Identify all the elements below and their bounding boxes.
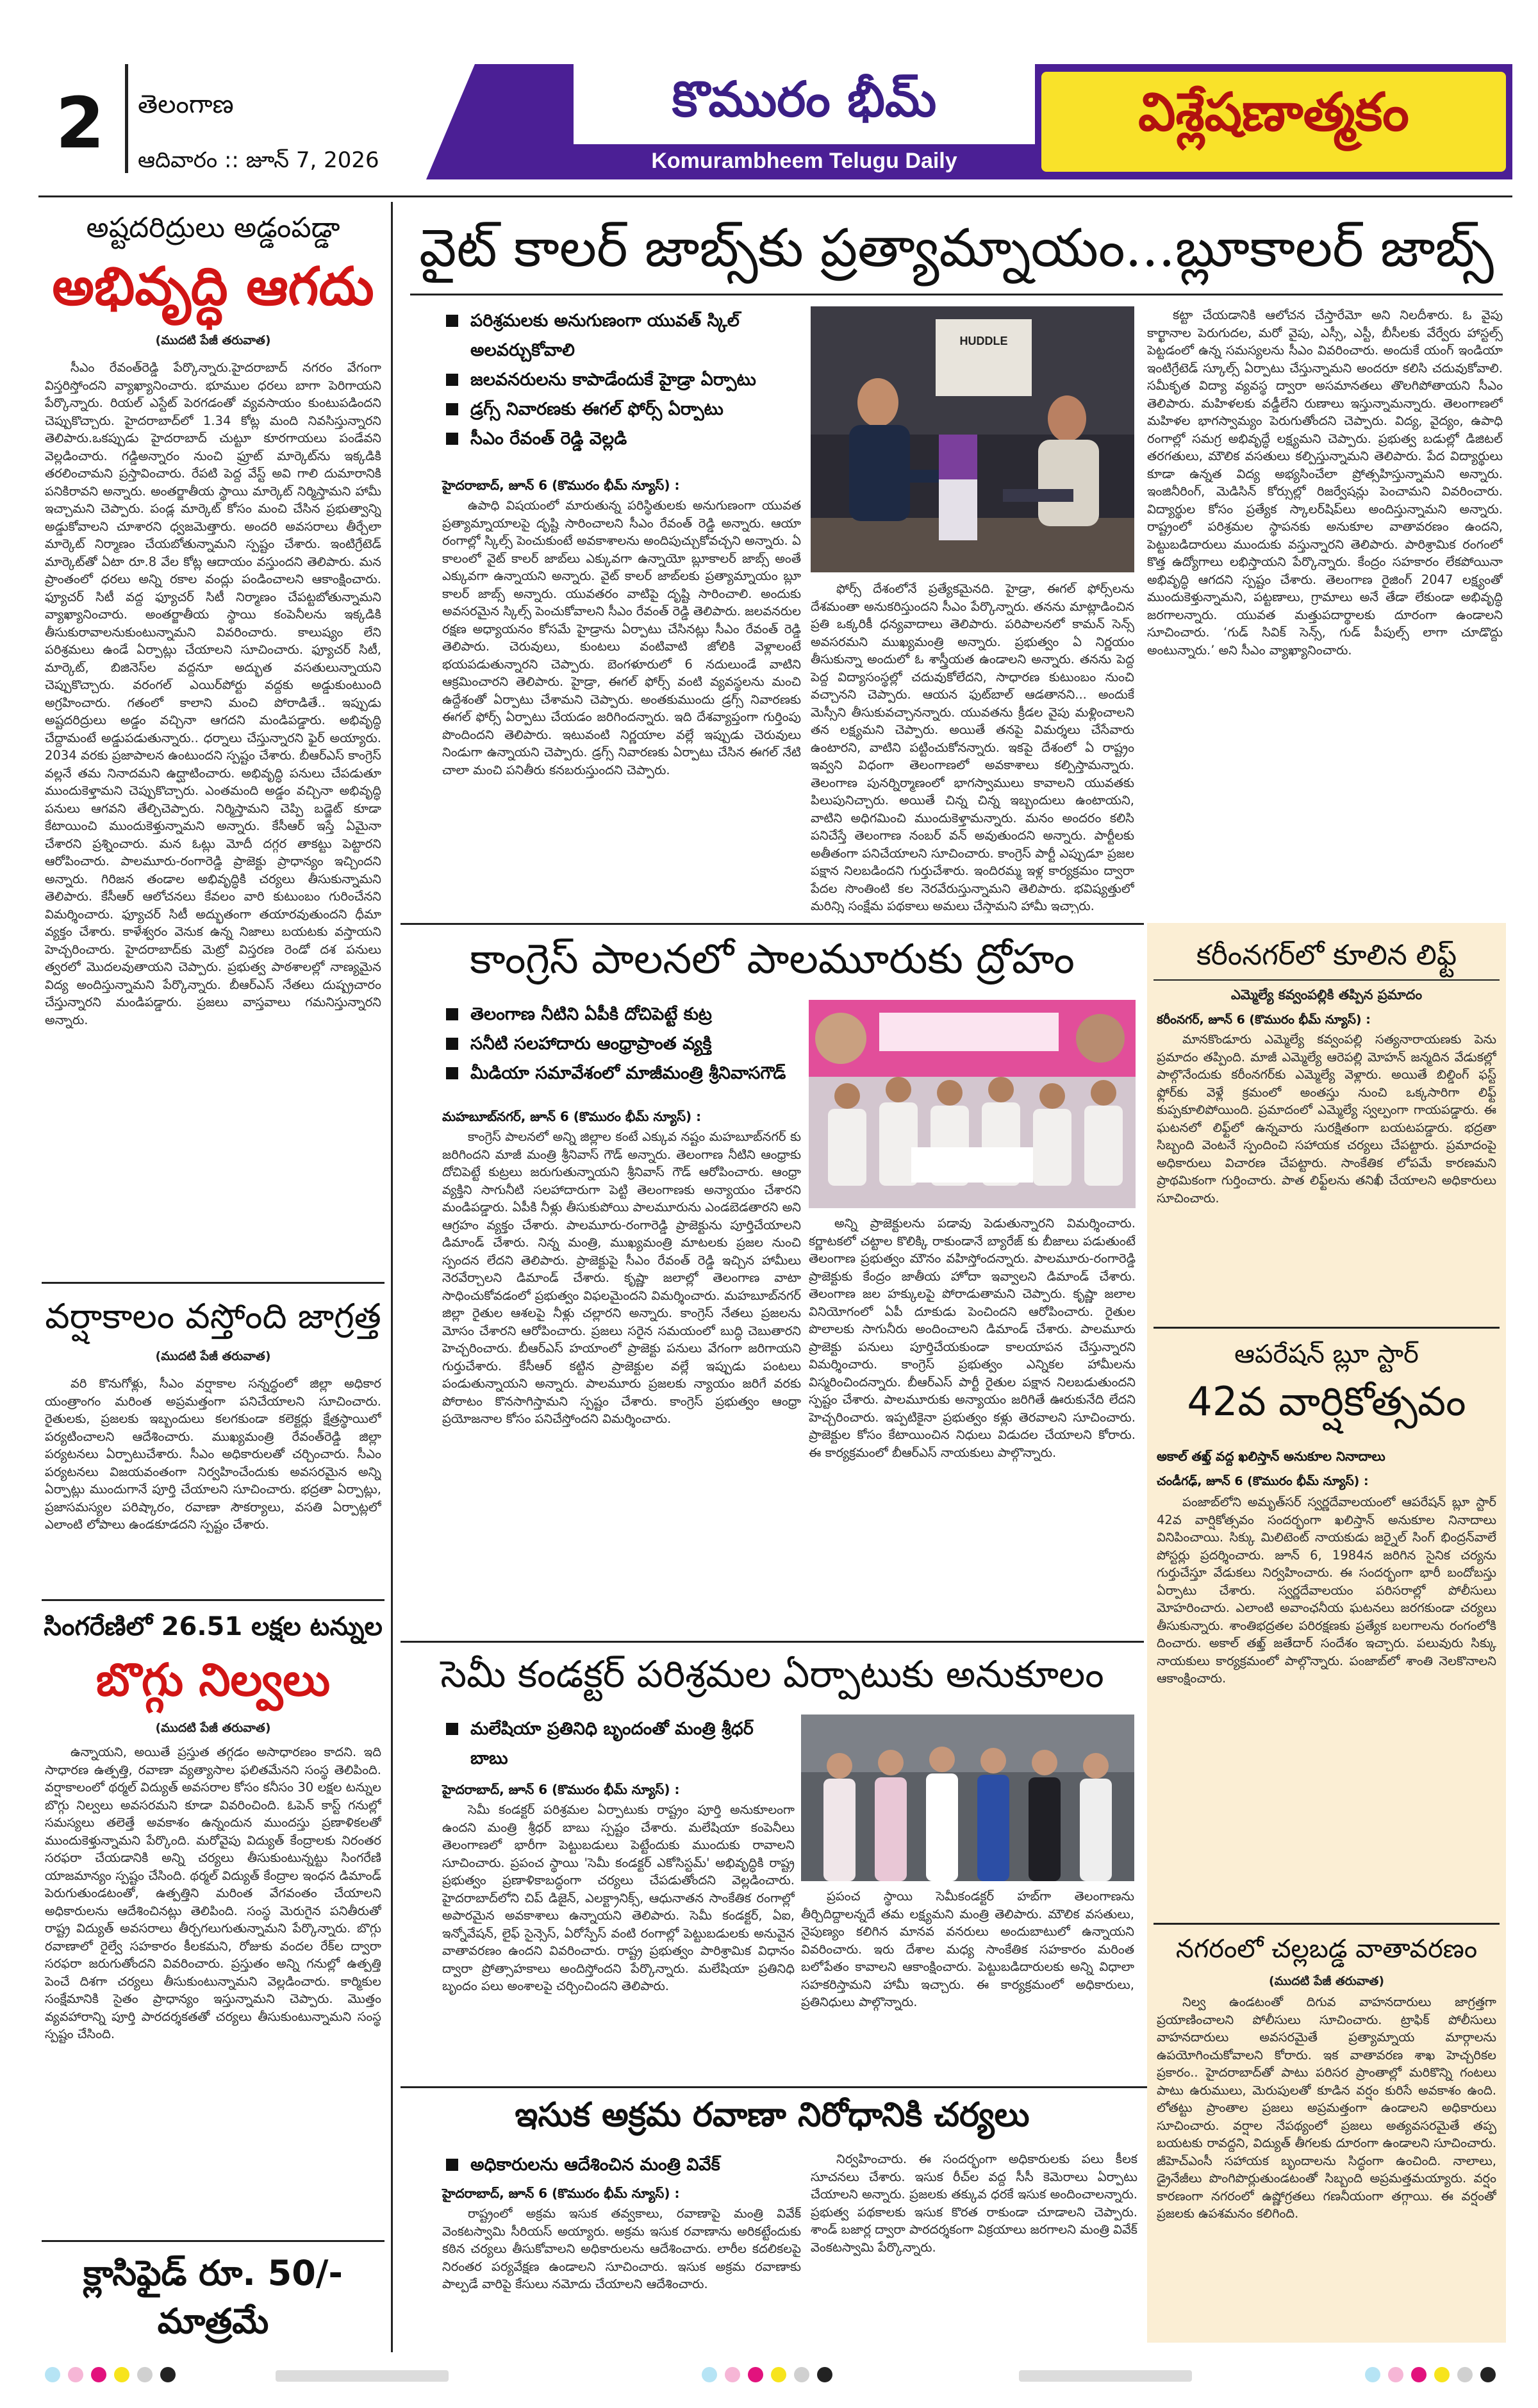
stage-photo-illustration <box>811 306 1134 572</box>
semicon-dateline: హైదరాబాద్, జూన్ 6 (కొమురం భీమ్ న్యూస్) : <box>442 1782 680 1797</box>
delegation-photo-illustration <box>801 1715 1134 1881</box>
bluestar-subhead: అకాల్ తఖ్త్ వద్ద ఖలిస్తాన్ అనుకూల నినాదాలు <box>1157 1449 1385 1464</box>
lead-column-2 <box>811 580 1134 913</box>
classified-price: క్లాసిఫైడ్ రూ. 50/- <box>83 2253 343 2293</box>
story-divider <box>401 1641 1144 1643</box>
semicon-column-2 <box>801 1888 1134 2077</box>
palamuru-column-1 <box>442 1128 801 1631</box>
lead-headline: వైట్ కాలర్ జాబ్స్‌కు ప్రత్యామ్నాయం...బ్లూకాలర్ జాబ్స్ <box>419 218 1494 279</box>
masthead <box>0 0 1538 195</box>
lead-bullets <box>442 306 801 454</box>
semicon-bullet: మలేషియా ప్రతినిధి బృందంతో మంత్రి శ్రీధర్ బాబు <box>442 1715 795 1773</box>
lift-rule <box>1154 979 1500 981</box>
lead-bullet: జలవనరులను కాపాడేందుకే హైడ్రా ఏర్పాటు <box>442 365 801 395</box>
lead-dateline: హైదరాబాద్, జూన్ 6 (కొమురం భీమ్ న్యూస్) : <box>442 477 680 493</box>
lead-column-1-text: ఉపాధి విషయంలో మారుతున్న పరిస్థితులకు అనుగుణంగా యువత ప్రత్యామ్నాయాలపై దృష్టి సారించాలని సీఎం రేవంత్ రెడ్డి అన్నారు. ఆయా రంగాల్లో స్కిల్స్ పెంచుకుంటే అవకాశాలను అందిపుచ్చుకోవచ్చని అన్నారు. ఏ కాలంలో వైట్ కాలర్ జాబ్‌లు ఎక్కువగా ఉన్నాయో బ్లూకాలర్ జాబ్స్ అంతే ఎక్కువగా ఉన్నాయని అన్నారు. వైట్ కాలర్ జాబ్‌లకు ప్రత్యామ్నాయం బ్లూ కాలర్ జాబ్స్ అన్నారు. యువతరం వాటిపై దృష్టి సారించాలి. అందుకు అవసరమైన స్కిల్స్ పెంచుకోవాలని సీఎం రేవంత్ రెడ్డి తెలిపారు. జలవనరుల రక్షణ అధ్యాయనం కోసమే హైడ్రాను ఏర్పాటు చేసినట్లు సీఎం రేవంత్ రెడ్డి తెలిపారు. చెరువులు, కుంటలు వంటివాటి జోలికి వెళ్లాలంటే భయపడుతున్నారని చెప్పారు. బెంగళూరులో 6 నదులుండే వాటిని ఆక్రమించారని తెలిపారు. హైడ్రా, ఈగల్ ఫోర్స్ వంటి వ్యవస్థలను మంచి ఉద్దేశంతో ఏర్పాటు చేశామని చెప్పారు. అంతకుముందు డ్రగ్స్ నివారణకు ఈగల్ ఫోర్స్ ఏర్పాటు చేయడం జరిగిందన్నారు. ఇది దేశవ్యాప్తంగా గుర్తింపు పొందిందని తెలిపారు. ఇటువంటి నిర్ణయాల వల్లే ఇప్పుడు చెరువులు నిండుగా ఉన్నాయని చెప్పారు. డ్రగ్స్ నివారణకు ఏర్పాటు చేసిన ఈగల్ నేటి చాలా మంచి పనితీరు కనబరుస్తుందని చెప్పారు. <box>442 498 801 777</box>
story-divider <box>1154 1327 1500 1329</box>
lead-column-3 <box>1147 306 1503 913</box>
semicon-bullets <box>442 1715 795 1773</box>
edition-date: ఆదివారం :: జూన్ 7, 2026 <box>138 147 379 173</box>
story-divider <box>42 1282 384 1284</box>
lead-column-3-text: కట్టా చేయడానికి ఆలోచన చేస్తారేమో అని నిలదీశారు. ఓ వైపు కార్ఖానాల పెరుగుదల, మరో వైపు, ఎస్సీ, ఎస్టీ, బీసీలకు వేర్వేరు హాస్టల్స్ పెట్టడంలో ఉన్న సమస్యలను సీఎం వివరించారు. అందుకే యంగ్ ఇండియా ఇంటిగ్రేటెడ్ స్కూల్స్ ఏర్పాటు చేస్తున్నామని అందరూ కలిసి చదువుకోవాలి. సమీకృత విద్యా వ్యవస్థ ద్వారా అసమానతలు తొలగిపోతాయని సీఎం తెలిపారు. మహిళలకు వడ్డీలేని రుణాలు ఇస్తున్నామన్నారు. తెలంగాణలో మహిళల భాగస్వామ్యం పెరుగుతోందని చెప్పారు. విద్య, వైద్యం, ఉపాధి రంగాల్లో సమగ్ర అభివృద్ధే లక్ష్యమని చెప్పారు. ప్రభుత్వ బడుల్లో డిజిటల్ తరగతులు, మౌలిక వసతులు కల్పిస్తున్నామని తెలిపారు. పేద విద్యార్థులు కూడా ఉన్నత విద్య అభ్యసించేలా ప్రోత్సహిస్తున్నామని అన్నారు. ఇంజినీరింగ్, మెడిసిన్ కోర్సుల్లో రిజర్వేషన్లు పెంచామని వివరించారు. విద్యార్థుల కోసం ప్రత్యేక స్కాలర్‌షిప్‌లు అందిస్తున్నామని అన్నారు. రాష్ట్రంలో పరిశ్రమల స్థాపనకు అనుకూల వాతావరణం ఉందని, పెట్టుబడిదారులు ముందుకు వస్తున్నారని తెలిపారు. పారిశ్రామిక రంగంలో కొత్త ఉద్యోగాలు లభిస్తాయని పేర్కొన్నారు. కేంద్రం సహకారం లేకపోయినా అభివృద్ధి ఆగదని స్పష్టం చేశారు. తెలంగాణ రైజింగ్ 2047 లక్ష్యంతో ముందుకెళ్తున్నామని, పట్టణాలు, గ్రామాలు అనే తేడా లేకుండా అభివృద్ధి జరగాలన్నారు. యువత మత్తుపదార్థాలకు దూరంగా ఉండాలని సూచించారు. ‘గుడ్ సివిక్ సెన్స్, గుడ్ పీపుల్స్ లాగా చూడొద్దు అంటున్నారు.’ అని సీఎం వ్యాఖ్యానించారు. <box>1147 308 1503 658</box>
svg-text:HUDDLE: HUDDLE <box>959 335 1008 347</box>
isuka-bullets <box>442 2150 801 2180</box>
press-meet-photo-illustration <box>809 1000 1136 1208</box>
lift-body <box>1157 1031 1496 1313</box>
lead-bullet: డ్రగ్స్ నివారణకు ఈగల్ ఫోర్స్ ఏర్పాటు <box>442 395 801 424</box>
isuka-column-2-text: నిర్వహించారు. ఈ సందర్భంగా అధికారులకు పలు కీలక సూచనలు చేశారు. ఇసుక రీచ్‌ల వద్ద సీసీ కెమెరాలు ఏర్పాటు చేయాలని అన్నారు. ప్రజలకు తక్కువ ధరకే ఇసుక అందించాలన్నారు. ప్రభుత్వ పథకాలకు ఇసుక కొరత రాకుండా చూడాలని చెప్పారు. శాండ్ బజార్ల ద్వారా పారదర్శకంగా విక్రయాలు జరగాలని మంత్రి వివేక్ వెంకటస్వామి పేర్కొన్నారు. <box>811 2152 1137 2255</box>
semicon-column-1 <box>442 1801 795 2077</box>
palamuru-column-2-text: అన్ని ప్రాజెక్టులను పడావు పెడుతున్నారని విమర్శించారు. కర్ణాటకలో చట్టాల కొలిక్కి రాకుండానే బ్యారేజ్‌ కు బీజాలు పడుతుంటే తెలంగాణ ప్రభుత్వం మౌనం వహిస్తోందన్నారు. పాలమూరు-రంగారెడ్డి ప్రాజెక్టుకు కేంద్రం జాతీయ హోదా ఇవ్వాలని డిమాండ్ చేశారు. తెలంగాణ జల హక్కులపై పోరాడుతామని చెప్పారు. కృష్ణా జలాల వినియోగంలో ఏపీ దూకుడు పెంచిందని ఆరోపించారు. రైతుల పొలాలకు సాగునీరు అందించాలని డిమాండ్ చేశారు. పాలమూరు ప్రాజెక్టు పనులు పూర్తిచేయకుండా కాలయాపన చేస్తున్నారని విమర్శించారు. కాంగ్రెస్ ప్రభుత్వం ఎన్నికల హామీలను విస్మరించిందన్నారు. బీఆర్ఎస్ పార్టీ రైతుల పక్షాన నిలబడుతుందని స్పష్టం చేశారు. పాలమూరుకు అన్యాయం జరిగితే ఊరుకునేది లేదని హెచ్చరించారు. ఇప్పటికైనా ప్రభుత్వం కళ్లు తెరవాలని సూచించారు. ప్రాజెక్టుల కోసం కేటాయించిన నిధులు విడుదల చేయాలని కోరారు. ఈ కార్యక్రమంలో బీఆర్ఎస్ నాయకులు పాల్గొన్నారు. <box>809 1216 1136 1460</box>
semicon-headline: సెమీ కండక్టర్ పరిశ్రమల ఏర్పాటుకు అనుకూలం <box>440 1652 1104 1696</box>
lead-photo <box>811 306 1134 572</box>
palamuru-photo <box>809 1000 1136 1208</box>
story-kicker: అష్టదరిద్రులు అడ్డంపడ్డా <box>86 212 340 244</box>
isuka-headline: ఇసుక అక్రమ రవాణా నిరోధానికి చర్యలు <box>515 2096 1030 2134</box>
lead-headline-rule <box>410 294 1503 295</box>
story-headline: బొగ్గు నిల్వలు <box>95 1654 331 1706</box>
lead-column-2-text: ఫోర్స్ దేశంలోనే ప్రత్యేకమైనది. హైడ్రా, ఈగల్ ఫోర్స్‌లను దేశమంతా అనుకరిస్తుందని సీఎం పేర్కొన్నారు. తనను మాట్లాడించిన ప్రతి ఒక్కరికీ ధన్యవాదాలు తెలిపారు. పరిపాలనలో కామన్ సెన్స్ అవసరమని ముఖ్యమంత్రి అన్నారు. ప్రభుత్వం ఏ నిర్ణయం తీసుకున్నా అందులో ఓ శాస్త్రీయత ఉండాలని అన్నారు. తనను పెద్ద పెద్ద విద్యాసంస్థల్లో చదువుకోలేదని, సాధారణ కుటుంబం నుంచి వచ్చానని చెప్పారు. ఆయన ఫుట్‌బాల్ ఆడతానని... అందుకే మెస్సీని తీసుకువచ్చానన్నారు. యువతను క్రీడల వైపు మళ్లించాలని తన లక్ష్యమని చెప్పారు. అయితే తనపై విమర్శలు చేసేవారు ఉంటారని, వాటిని పట్టించుకోనన్నారు. ఇకపై దేశంలో ఏ రాష్ట్రం ఇవ్వని విధంగా తెలంగాణలో అవకాశాలు కల్పిస్తామన్నారు. తెలంగాణ పునర్నిర్మాణంలో భాగస్వాములు కావాలని యువతకు పిలుపునిచ్చారు. అయితే చిన్న చిన్న ఇబ్బందులు ఉంటాయని, వాటిని అధిగమించి ముందుకెళ్తామన్నారు. మనం అందరం కలిసి పనిచేస్తే తెలంగాణ నంబర్ వన్ అవుతుందని అన్నారు. పార్టీలకు అతీతంగా పనిచేయాలని సూచించారు. కాంగ్రెస్ పార్టీ ఎప్పుడూ ప్రజల పక్షాన నిలబడిందని గుర్తుచేశారు. ఇందిరమ్మ ఇళ్ల కార్యక్రమం ద్వారా పేదల సొంతింటి కల నెరవేరుస్తున్నామని తెలిపారు. భవిష్యత్తులో మరిన్ని సంక్షేమ పథకాలు అమలు చేస్తామని హామీ ఇచ్చారు. <box>811 581 1134 913</box>
lift-body-text: మానకొండూరు ఎమ్మెల్యే కవ్వంపల్లి సత్యనారాయణకు పెను ప్రమాదం తప్పింది. మాజీ ఎమ్మెల్యే ఆరెపల్లి మోహన్ జన్మదిన వేడుకల్లో పాల్గొనేందుకు కరీంనగర్‌కు ఎమ్మెల్యే వెళ్లారు. అయితే బిల్డింగ్ ఫస్ట్ ఫ్లోర్‌కు వెళ్లే క్రమంలో అంతస్తు నుంచి ఒక్కసారిగా లిఫ్ట్ కుప్పకూలిపోయింది. ప్రమాదంలో ఎమ్మెల్యే స్వల్పంగా గాయపడ్డారు. ఈ ఘటనలో లిఫ్ట్‌లో ఉన్నవారు సురక్షితంగా బయటపడ్డారు. భద్రతా సిబ్బంది వెంటనే స్పందించి సహాయక చర్యలు చేపట్టారు. ప్రమాదంపై అధికారులు విచారణ చేపట్టారు. సాంకేతిక లోపమే కారణమని ప్రాథమికంగా గుర్తించారు. పాత లిఫ్ట్‌లను తనిఖీ చేయాలని అధికారులు సూచించారు. <box>1157 1032 1496 1206</box>
paper-subtitle: Komurambheem Telugu Daily <box>651 149 957 173</box>
palamuru-column-2 <box>809 1215 1136 1631</box>
lead-bullet: సీఎం రేవంత్ రెడ్డి వెల్లడి <box>442 424 801 454</box>
story-divider <box>401 923 1144 925</box>
nagaram-body-text: నిల్వ ఉండటంతో దిగువ వాహనదారులు జాగ్రత్తగా ప్రయాణించాలని పోలీసులు సూచించారు. ట్రాఫిక్ పోలీసులు వాహనదారులు అవసరమైతే ప్రత్యామ్నాయ మార్గాలను ఉపయోగించుకోవాలని కోరారు. ఇక వాతావరణ శాఖ హెచ్చరికల ప్రకారం.. హైదరాబాద్‌తో పాటు పరిసర ప్రాంతాల్లో మరికొన్ని గంటలు పాటు ఉరుములు, మెరుపులతో కూడిన వర్షం కురిసే అవకాశం ఉంది. లోతట్టు ప్రాంతాల ప్రజలు అప్రమత్తంగా ఉండాలని అధికారులు సూచించారు. వర్షాల నేపథ్యంలో ప్రజలు అత్యవసరమైతే తప్ప బయటకు రావద్దని, విద్యుత్ తీగలకు దూరంగా ఉండాలని సూచించారు. జీహెచ్ఎంసీ సహాయక బృందాలను సిద్ధంగా ఉంచింది. నాలాలు, డ్రైనేజీలు పొంగిపొర్లుతుండటంతో సిబ్బంది అప్రమత్తమయ్యారు. వర్షం కారణంగా నగరంలో ఉష్ణోగ్రతలు గణనీయంగా తగ్గాయి. ఈ వర్షంతో ప్రజలకు ఉపశమనం కలిగింది. <box>1157 1995 1496 2221</box>
bluestar-body <box>1157 1493 1496 1916</box>
palamuru-bullet: సనీటి సలహాదారు ఆంధ్రాప్రాంత వ్యక్తి <box>442 1029 801 1059</box>
lead-bullet: పరిశ్రమలకు అనుగుణంగా యువత్ స్కిల్ అలవర్చుకోవాలి <box>442 306 801 365</box>
masthead-rule <box>38 195 1512 197</box>
isuka-column-1 <box>442 2205 801 2343</box>
story-body-text: ఉన్నాయని, అయితే ప్రస్తుత తగ్గడం అసాధారణం కాదని. ఇది సాధారణ ఉత్పత్తి, రవాణా వ్యత్యాసాల ఫలితమేనని సంస్థ తెలిపింది. వర్షాకాలంలో థర్మల్ విద్యుత్ అవసరాల కోసం కనీసం 30 లక్షల టన్నుల బొగ్గు నిల్వలు అవసరమని కూడా వివరించింది. ఓపెన్ కాస్ట్ గనుల్లో సమస్యలు తలెత్తే అవకాశం ఉన్నందున ముందస్తు ప్రణాళికలతో ముందుకెళ్తున్నామని పేర్కొంది. మరోవైపు విద్యుత్ కేంద్రాలకు నిరంతర సరఫరా చేయడానికి అన్ని చర్యలు తీసుకుంటున్నట్టు సింగరేణి యాజమాన్యం స్పష్టం చేసింది. థర్మల్ విద్యుత్ కేంద్రాల ఇంధన డిమాండ్ పెరుగుతుండటంతో, ఉత్పత్తిని మరింత వేగవంతం చేయాలని అధికారులను ఆదేశించినట్లు తెలిపింది. సంస్థ మెరుగైన పనితీరుతో రాష్ట్ర విద్యుత్ అవసరాలు తీర్చగలుగుతున్నామని పేర్కొన్నారు. బొగ్గు రవాణాలో రైల్వే సహకారం కీలకమని, రోజుకు వందల రేక్‌ల ద్వారా సరఫరా జరుగుతోందని వివరించారు. ప్రస్తుతం అన్ని గనుల్లో ఉత్పత్తి పెంచే దిశగా చర్యలు తీసుకుంటున్నామని వెల్లడించారు. కార్మికుల సంక్షేమానికి సైతం ప్రాధాన్యం ఇస్తున్నామని చెప్పారు. మొత్తం వ్యవహారాన్ని పూర్తి పారదర్శకతతో చర్యలు తీసుకుంటున్నామని సంస్థ స్పష్టం చేసింది. <box>45 1745 381 2041</box>
bluestar-kicker: ఆపరేషన్ బ్లూ స్టార్ <box>1234 1340 1419 1369</box>
story-body <box>45 359 381 1272</box>
semicon-photo <box>801 1715 1134 1881</box>
registration-strip <box>276 2370 449 2382</box>
isuka-column-1-text: రాష్ట్రంలో అక్రమ ఇసుక తవ్వకాలు, రవాణాపై మంత్రి వివేక్ వెంకటస్వామి సీరియస్ అయ్యారు. అక్రమ ఇసుక రవాణాను అరికట్టేందుకు కఠిన చర్యలు తీసుకోవాలని అధికారులను ఆదేశించారు. లారీల కదలికలపై నిరంతర పర్యవేక్షణ ఉండాలని సూచించారు. ఇసుక అక్రమ రవాణాకు పాల్పడే వారిపై కేసులు నమోదు చేయాలని ఆదేశించారు. <box>442 2206 801 2291</box>
story-kicker: సింగరేణిలో 26.51 లక్షల టన్నుల <box>44 1612 383 1641</box>
registration-strip <box>1019 2370 1192 2382</box>
story-body-text: వరి కొనుగోళ్లు, సీఎం వర్షాకాల సన్నద్ధంలో జిల్లా అధికార యంత్రాంగం మరింత అప్రమత్తంగా పనిచేయాలని సూచించారు. రైతులకు, ప్రజలకు ఇబ్బందులు కలగకుండా కలెక్టర్లు క్షేత్రస్థాయిలో పర్యటించాలని ఆదేశించారు. ముఖ్యమంత్రి రేవంత్‌రెడ్డి జిల్లా పర్యటనలు ఏర్పాటుచేశారు. సీఎం అధికారులతో చర్చించారు. సీఎం పర్యటనలు విజయవంతంగా నిర్వహించేందుకు అవసరమైన అన్ని ఏర్పాట్లు ముందుగానే పూర్తి చేయాలని సూచించారు. భద్రతా ఏర్పాట్లు, ప్రజాసమస్యల పరిష్కారం, రవాణా సౌకర్యాలు, వసతి ఏర్పాట్లలో ఎలాంటి లోపాలు ఉండకూడదని స్పష్టం చేశారు. <box>45 1376 381 1532</box>
classified-note: మాత్రమే <box>157 2301 269 2341</box>
semicon-column-1-text: సెమీ కండక్టర్ పరిశ్రమల ఏర్పాటుకు రాష్ట్రం పూర్తి అనుకూలంగా ఉందని మంత్రి శ్రీధర్ బాబు స్పష్టం చేశారు. మలేషియా కంపెనీలు తెలంగాణలో భారీగా పెట్టుబడులు పెట్టేందుకు ముందుకు రావాలని సూచించారు. ప్రపంచ స్థాయి 'సెమీ కండక్టర్ ఎకోసిస్టమ్' అభివృద్ధికి రాష్ట్ర ప్రభుత్వం ప్రణాళికాబద్ధంగా చర్యలు చేపడుతోందని వెల్లడించారు. హైదరాబాద్‌లోని చిప్ డిజైన్, ఎలక్ట్రానిక్స్, ఆధునాతన సాంకేతిక రంగాల్లో అపారమైన అవకాశాలు ఉన్నాయని తెలిపారు. సెమీ కండక్టర్, ఏఐ, ఇన్నోవేషన్, లైఫ్ సైన్సెస్, ఏరోస్పేస్ వంటి రంగాల్లో పెట్టుబడులకు అనువైన వాతావరణం ఉందని వివరించారు. రాష్ట్ర ప్రభుత్వం పారిశ్రామిక విధానం ద్వారా ప్రోత్సాహకాలు అందిస్తోందని పేర్కొన్నారు. మలేషియా ప్రతినిధి బృందం పలు అంశాలపై చర్చించిందని తెలిపారు. <box>442 1802 795 1993</box>
bluestar-body-text: పంజాబ్‌లోని అమృత్‌సర్ స్వర్ణదేవాలయంలో ఆపరేషన్ బ్లూ స్టార్ 42వ వార్షికోత్సవం సందర్భంగా ఖలిస్తాన్ అనుకూల నినాదాలు వినిపించాయి. సిక్కు మిలిటెంట్ నాయకుడు జర్నైల్ సింగ్ భింద్రన్‌వాలే పోస్టర్లు ప్రదర్శించారు. జూన్ 6, 1984న జరిగిన సైనిక చర్యను గుర్తుచేస్తూ వేడుకలు నిర్వహించారు. ఈ సందర్భంగా భారీ బందోబస్తు ఏర్పాటు చేశారు. స్వర్ణదేవాలయం పరిసరాల్లో పోలీసులు మోహరించారు. ఎలాంటి అవాంఛనీయ ఘటనలు జరగకుండా చర్యలు తీసుకున్నారు. శాంతిభద్రతల పరిరక్షణకు ప్రత్యేక బలగాలను రంగంలోకి దించారు. అకాల్ తఖ్త్ జతేదార్ సందేశం ఇచ్చారు. పలువురు సిక్కు నాయకులు కార్యక్రమంలో పాల్గొన్నారు. పంజాబ్‌లో శాంతి నెలకొనాలని ఆకాంక్షించారు. <box>1157 1495 1496 1686</box>
bluestar-dateline: చండీగఢ్, జూన్ 6 (కొమురం భీమ్ న్యూస్) : <box>1157 1474 1369 1488</box>
palamuru-column-1-text: కాంగ్రెస్ పాలనలో అన్ని జిల్లాల కంటే ఎక్కువ నష్టం మహబూబ్‌నగర్ కు జరిగిందని మాజీ మంత్రి శ్రీనివాస్ గౌడ్ అన్నారు. తెలంగాణ నీటిని ఆంధ్రాకు దోచిపెట్టే కుట్రలు జరుగుతున్నాయని శ్రీనివాస్ గౌడ్ ఆరోపించారు. ఆంధ్రా వ్యక్తిని సాగునీటి సలహాదారుగా పెట్టి తెలంగాణకు అన్యాయం చేశారని మండిపడ్డారు. ఏపీకి నీళ్లు తీసుకుపోయి పాలమూరును ఎండబెడతారని అని ఆగ్రహం వ్యక్తం చేశారు. పాలమూరు-రంగారెడ్డి ప్రాజెక్టును పూర్తిచేయాలని డిమాండ్ చేశారు. నిన్న మంత్రి, ముఖ్యమంత్రి మాటలకు ప్రజల నుంచి స్పందన లేదని తెలిపారు. ప్రాజెక్టుపై సీఎం రేవంత్ రెడ్డి ఇచ్చిన హామీలు నెరవేర్చాలని డిమాండ్ చేశారు. కృష్ణా జలాల్లో తెలంగాణ వాటా సాధించుకోవడంలో ప్రభుత్వం విఫలమైందని విమర్శించారు. మహబూబ్‌నగర్ జిల్లా రైతుల ఆశలపై నీళ్లు చల్లారని అన్నారు. కాంగ్రెస్ నేతలు ప్రజలను మోసం చేశారని ఆరోపించారు. ప్రజలు సరైన సమయంలో బుద్ధి చెబుతారని హెచ్చరించారు. బీఆర్ఎస్ హయాంలో ప్రాజెక్టు పనులు వేగంగా జరిగాయని గుర్తుచేశారు. కేసీఆర్ కట్టిన ప్రాజెక్టుల వల్లే ఇప్పుడు పంటలు పండుతున్నాయని అన్నారు. పాలమూరు ప్రజలకు న్యాయం జరిగే వరకు పోరాటం కొనసాగిస్తామని స్పష్టం చేశారు. కాంగ్రెస్ ప్రభుత్వం ఆంధ్రా ప్రయోజనాల కోసం పనిచేస్తోందని విమర్శించారు. <box>442 1129 801 1426</box>
story-credit: (ముదటి పేజీ తరువాత) <box>155 1349 271 1363</box>
registration-dots-left <box>45 2367 176 2385</box>
story-body <box>45 1375 381 1590</box>
palamuru-dateline: మహబూబ్‌నగర్, జూన్ 6 (కొమురం భీమ్ న్యూస్) : <box>442 1109 702 1124</box>
nagaram-body <box>1157 1993 1496 2339</box>
column-divider-left <box>391 202 393 2352</box>
story-divider <box>1154 1923 1500 1925</box>
story-credit: (ముదటి పేజీ తరువాత) <box>155 333 271 347</box>
nagaram-headline: నగరంలో చల్లబడ్డ వాతావరణం <box>1175 1934 1478 1964</box>
story-body-text: సీఎం రేవంత్‌రెడ్డి పేర్కొన్నారు.హైదరాబాద్ నగరం వేగంగా విస్తరిస్తోందని వ్యాఖ్యానించారు. భూముల ధరలు బాగా పెరిగాయని పేర్కొన్నారు. రియల్ ఎస్టేట్ పెరగడంతో వ్యవసాయం కుంటుపడిందని చెప్పుకొచ్చారు. హైదరాబాద్‌లో 1.34 కోట్ల మంది నివసిస్తున్నారని తెలిపారు.ఒకప్పుడు హైదరాబాద్ చుట్టూ కూరగాయలు పండేవని వెల్లడించారు. గడ్డిఅన్నారం నుంచి ఫ్రూట్ మార్కెట్‌ను ఇక్కడికి తరలించామని ప్రస్తావించారు. రేపటి పెద్ద వేస్ట్ అవి గాలి దుమారానికి పనికిరావని అన్నారు. అంతర్జాతీయ స్థాయి మార్కెట్ నిర్మిస్తామని హామీ ఇచ్చామని చెప్పారు. పండ్ల మార్కెట్ కోసం మంచి చేసిన ప్రభుత్వాన్ని అడ్డుకోవాలని చూశారని ధ్వజమెత్తారు. అందరి అవసరాలు తీర్చేలా మార్కెట్ నిర్మాణం చేయబోతున్నామని స్పష్టం చేశారు. ఇంటిగ్రేటెడ్ మార్కెట్‌తో ఏటా రూ.8 వేల కోట్ల ఆదాయం వస్తుందని తెలిపారు. మన ప్రాంతంలో ధరలు అన్ని రకాల వంద్లు పండించాలని ఆకాంక్షించారు. ఫ్యూచర్ సిటీ వద్ద ఫ్యూచర్ సిటీ నిర్మాణం చేపట్టబోతున్నామని వ్యాఖ్యానించారు. అంతర్జాతీయ స్థాయి కంపెనీలను ఇక్కడికి తీసుకురావాలనుకుంటున్నామని వివరించారు. కాలుష్యం లేని పరిశ్రమలు ఉండే ఏర్పాట్లు చేయాలని సూచించారు. ఫ్యూచర్ సిటీ, మార్కెట్, బిజినెస్‌ల వద్దనూ అద్భుత వసతులున్నాయని చెప్పుకొచ్చారు. వరంగల్ ఎయిర్‌పోర్టు వద్దకు అడ్డుకుంటుంది అగ్రహించారు. గతంలో కాలాని మంచి పోరాడితే.. ఇప్పుడు అష్టదరిద్రులు అడ్డం వచ్చినా ఆగదని మండిపడ్డారు. అభివృద్ధి చేద్దామంటే అడ్డుపడుతున్నారు.. ధర్నాలు చేస్తున్నారని ఫైర్ అయ్యారు. 2034 వరకు ప్రజాపాలన ఉంటుందని స్పష్టం చేశారు. బీఆర్ఎస్ కాంగ్రెస్ వల్లనే తమ నినాదమని ఉద్ఘాటించారు. అభివృద్ధి పనులు చేపడుతూ ముందుకెళ్తామని చెప్పుకొచ్చారు. ఎంతమంది అడ్డం వచ్చినా అభివృద్ధి పనులు ఆగవని తేల్చిచెప్పారు. నిర్మిస్తామని చెప్పి బడ్జెట్ కూడా కేటాయించి ముందుకెళ్తున్నామని అన్నారు. కేసీఆర్ ఇస్తే ఏమైనా చేశారని ప్రశ్నించారు. మన ఓట్లు మోదీ దగ్గర తాకట్టు పెట్టారని ఆరోపించారు. పాలమూరు-రంగారెడ్డి ప్రాజెక్టు ప్రాధాన్యం ఇచ్చిందని అన్నారు. గిరిజన తండాల అభివృద్ధికి చర్యలు తీసుకున్నామని తెలిపారు. కేసీఆర్ ఆలోచనలు కేవలం వారి కుటుంబం గురించేనని విమర్శించారు. ఫ్యూచర్ సిటీ అద్భుతంగా తయారవుతుందని ధీమా వ్యక్తం చేశారు. కాళేశ్వరం వెనుక ఉన్న నిజాలు బయటకు వస్తాయని హెచ్చరించారు. హైదరాబాద్‌కు మెట్రో విస్తరణ రెండో దశ పనులు త్వరలో మొదలవుతాయని చెప్పారు. ప్రభుత్వ పాఠశాలల్లో నాణ్యమైన విద్య అందిస్తున్నామని పేర్కొన్నారు. బీఆర్ఎస్ నేతలు దుష్ప్రచారం చేస్తున్నారని మండిపడ్డారు. ప్రజలు వాస్తవాలు గమనిస్తున్నారని అన్నారు. <box>45 360 381 1027</box>
story-body <box>45 1743 381 2230</box>
lift-subhead: ఎమ్మెల్యే కవ్వంపల్లికి తప్పిన ప్రమాదం <box>1230 987 1423 1002</box>
story-credit: (ముదటి పేజీ తరువాత) <box>155 1721 271 1735</box>
lift-dateline: కరీంనగర్, జూన్ 6 (కొమురం భీమ్ న్యూస్) : <box>1157 1013 1371 1027</box>
story-headline: వర్షాకాలం వస్తోంది జాగ్రత్త <box>45 1296 381 1336</box>
registration-dots-right <box>1365 2367 1496 2385</box>
palamuru-bullet: మీడియా సమావేశంలో మాజీమంత్రి శ్రీనివాసగౌడ్ <box>442 1059 801 1088</box>
bluestar-headline: 42వ వార్షికోత్సవం <box>1187 1378 1466 1425</box>
story-divider <box>42 2240 384 2242</box>
section-name: తెలంగాణ <box>138 90 234 119</box>
isuka-bullet: అధికారులను ఆదేశించిన మంత్రి వివేక్ <box>442 2150 801 2180</box>
semicon-column-2-text: ప్రపంచ స్థాయి సెమీకండక్టర్ హబ్‌గా తెలంగాణను తీర్చిదిద్దాలన్నదే తమ లక్ష్యమని మంత్రి తెలిపారు. మౌలిక వసతులు, నైపుణ్యం కలిగిన మానవ వనరులు అందుబాటులో ఉన్నాయని వివరించారు. ఇరు దేశాల మధ్య సాంకేతిక సహకారం మరింత బలోపేతం కావాలని ఆకాంక్షించారు. పెట్టుబడిదారులకు అన్ని విధాలా సహకరిస్తామని హామీ ఇచ్చారు. ఈ కార్యక్రమంలో అధికారులు, ప్రతినిధులు పాల్గొన్నారు. <box>801 1889 1134 2009</box>
isuka-dateline: హైదరాబాద్, జూన్ 6 (కొమురం భీమ్ న్యూస్) : <box>442 2186 680 2201</box>
page-number: 2 <box>55 82 105 164</box>
story-headline: అభివృద్ధి ఆగదు <box>52 256 374 317</box>
nagaram-credit: (ముదటి పేజీ తరువాత) <box>1268 1974 1385 1988</box>
lift-headline: కరీంనగర్‌లో కూలిన లిఫ్ట్ <box>1196 939 1457 972</box>
paper-name: కొమురం భీమ్ <box>672 71 937 128</box>
palamuru-headline: కాంగ్రెస్ పాలనలో పాలమూరుకు ద్రోహం <box>470 936 1075 983</box>
lead-column-1 <box>442 497 801 913</box>
story-divider <box>42 1599 384 1601</box>
registration-dots-center <box>702 2367 832 2385</box>
tag-text: విశ్లేషణాత్మకం <box>1138 82 1409 143</box>
palamuru-bullets <box>442 1000 801 1088</box>
isuka-column-2 <box>811 2150 1137 2343</box>
palamuru-bullet: తెలంగాణ నీటిని ఏపీకి దోచిపెట్టే కుట్ర <box>442 1000 801 1029</box>
